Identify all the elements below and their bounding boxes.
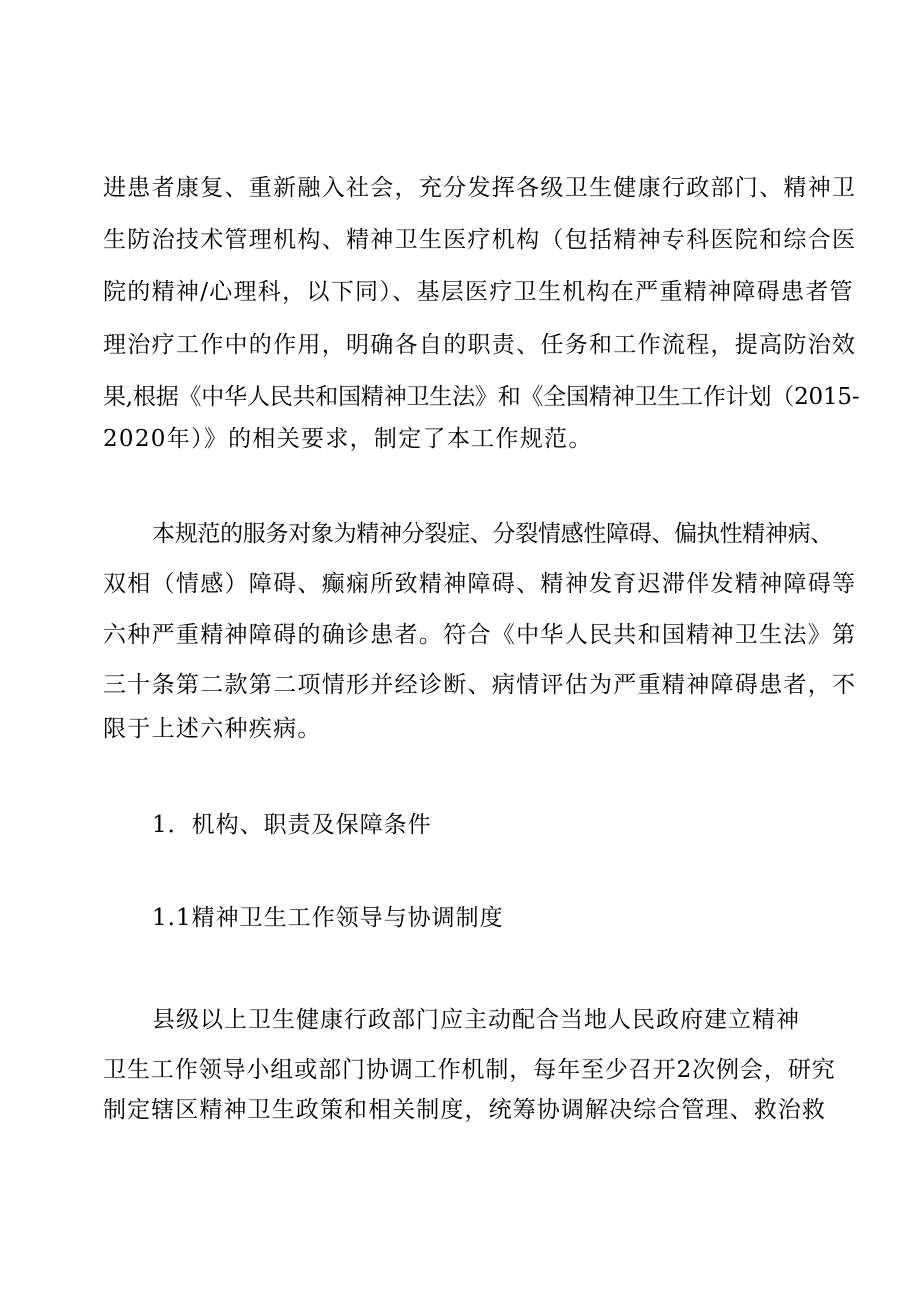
section-heading-1: 1．机构、职责及保障条件 xyxy=(152,812,432,838)
paragraph-1-line-1: 进患者康复、重新融入社会，充分发挥各级卫生健康行政部门、精神卫 xyxy=(103,175,857,201)
section-heading-1-1: 1.1精神卫生工作领导与协调制度 xyxy=(152,905,504,931)
paragraph-1-line-5: 果,根据《中华人民共和国精神卫生法》和《全国精神卫生工作计划（2015- xyxy=(103,384,860,410)
paragraph-1-line-2: 生防治技术管理机构、精神卫生医疗机构（包括精神专科医院和综合医 xyxy=(103,227,857,253)
paragraph-3-line-3: 制定辖区精神卫生政策和相关制度，统筹协调解决综合管理、救治救 xyxy=(103,1097,826,1123)
paragraph-2-line-5: 限于上述六种疾病。 xyxy=(103,716,322,742)
paragraph-1-line-4: 理治疗工作中的作用，明确各自的职责、任务和工作流程，提高防治效 xyxy=(103,332,857,358)
paragraph-3-line-2: 卫生工作领导小组或部门协调工作机制，每年至少召开2次例会，研究 xyxy=(103,1057,836,1083)
paragraph-2-line-2: 双相（情感）障碍、癫痫所致精神障碍、精神发育迟滞伴发精神障碍等 xyxy=(103,571,857,597)
paragraph-1-line-6: 2020年）》的相关要求，制定了本工作规范。 xyxy=(103,426,593,452)
paragraph-3-line-1: 县级以上卫生健康行政部门应主动配合当地人民政府建立精神 xyxy=(152,1007,800,1033)
paragraph-2-line-1: 本规范的服务对象为精神分裂症、分裂情感性障碍、偏执性精神病、 xyxy=(152,521,834,547)
paragraph-2-line-4: 三十条第二款第二项情形并经诊断、病情评估为严重精神障碍患者，不 xyxy=(103,672,857,698)
paragraph-1-line-3: 院的精神/心理科，以下同）、基层医疗卫生机构在严重精神障碍患者管 xyxy=(103,279,854,305)
paragraph-2-line-3: 六种严重精神障碍的确诊患者。符合《中华人民共和国精神卫生法》第 xyxy=(103,622,857,648)
